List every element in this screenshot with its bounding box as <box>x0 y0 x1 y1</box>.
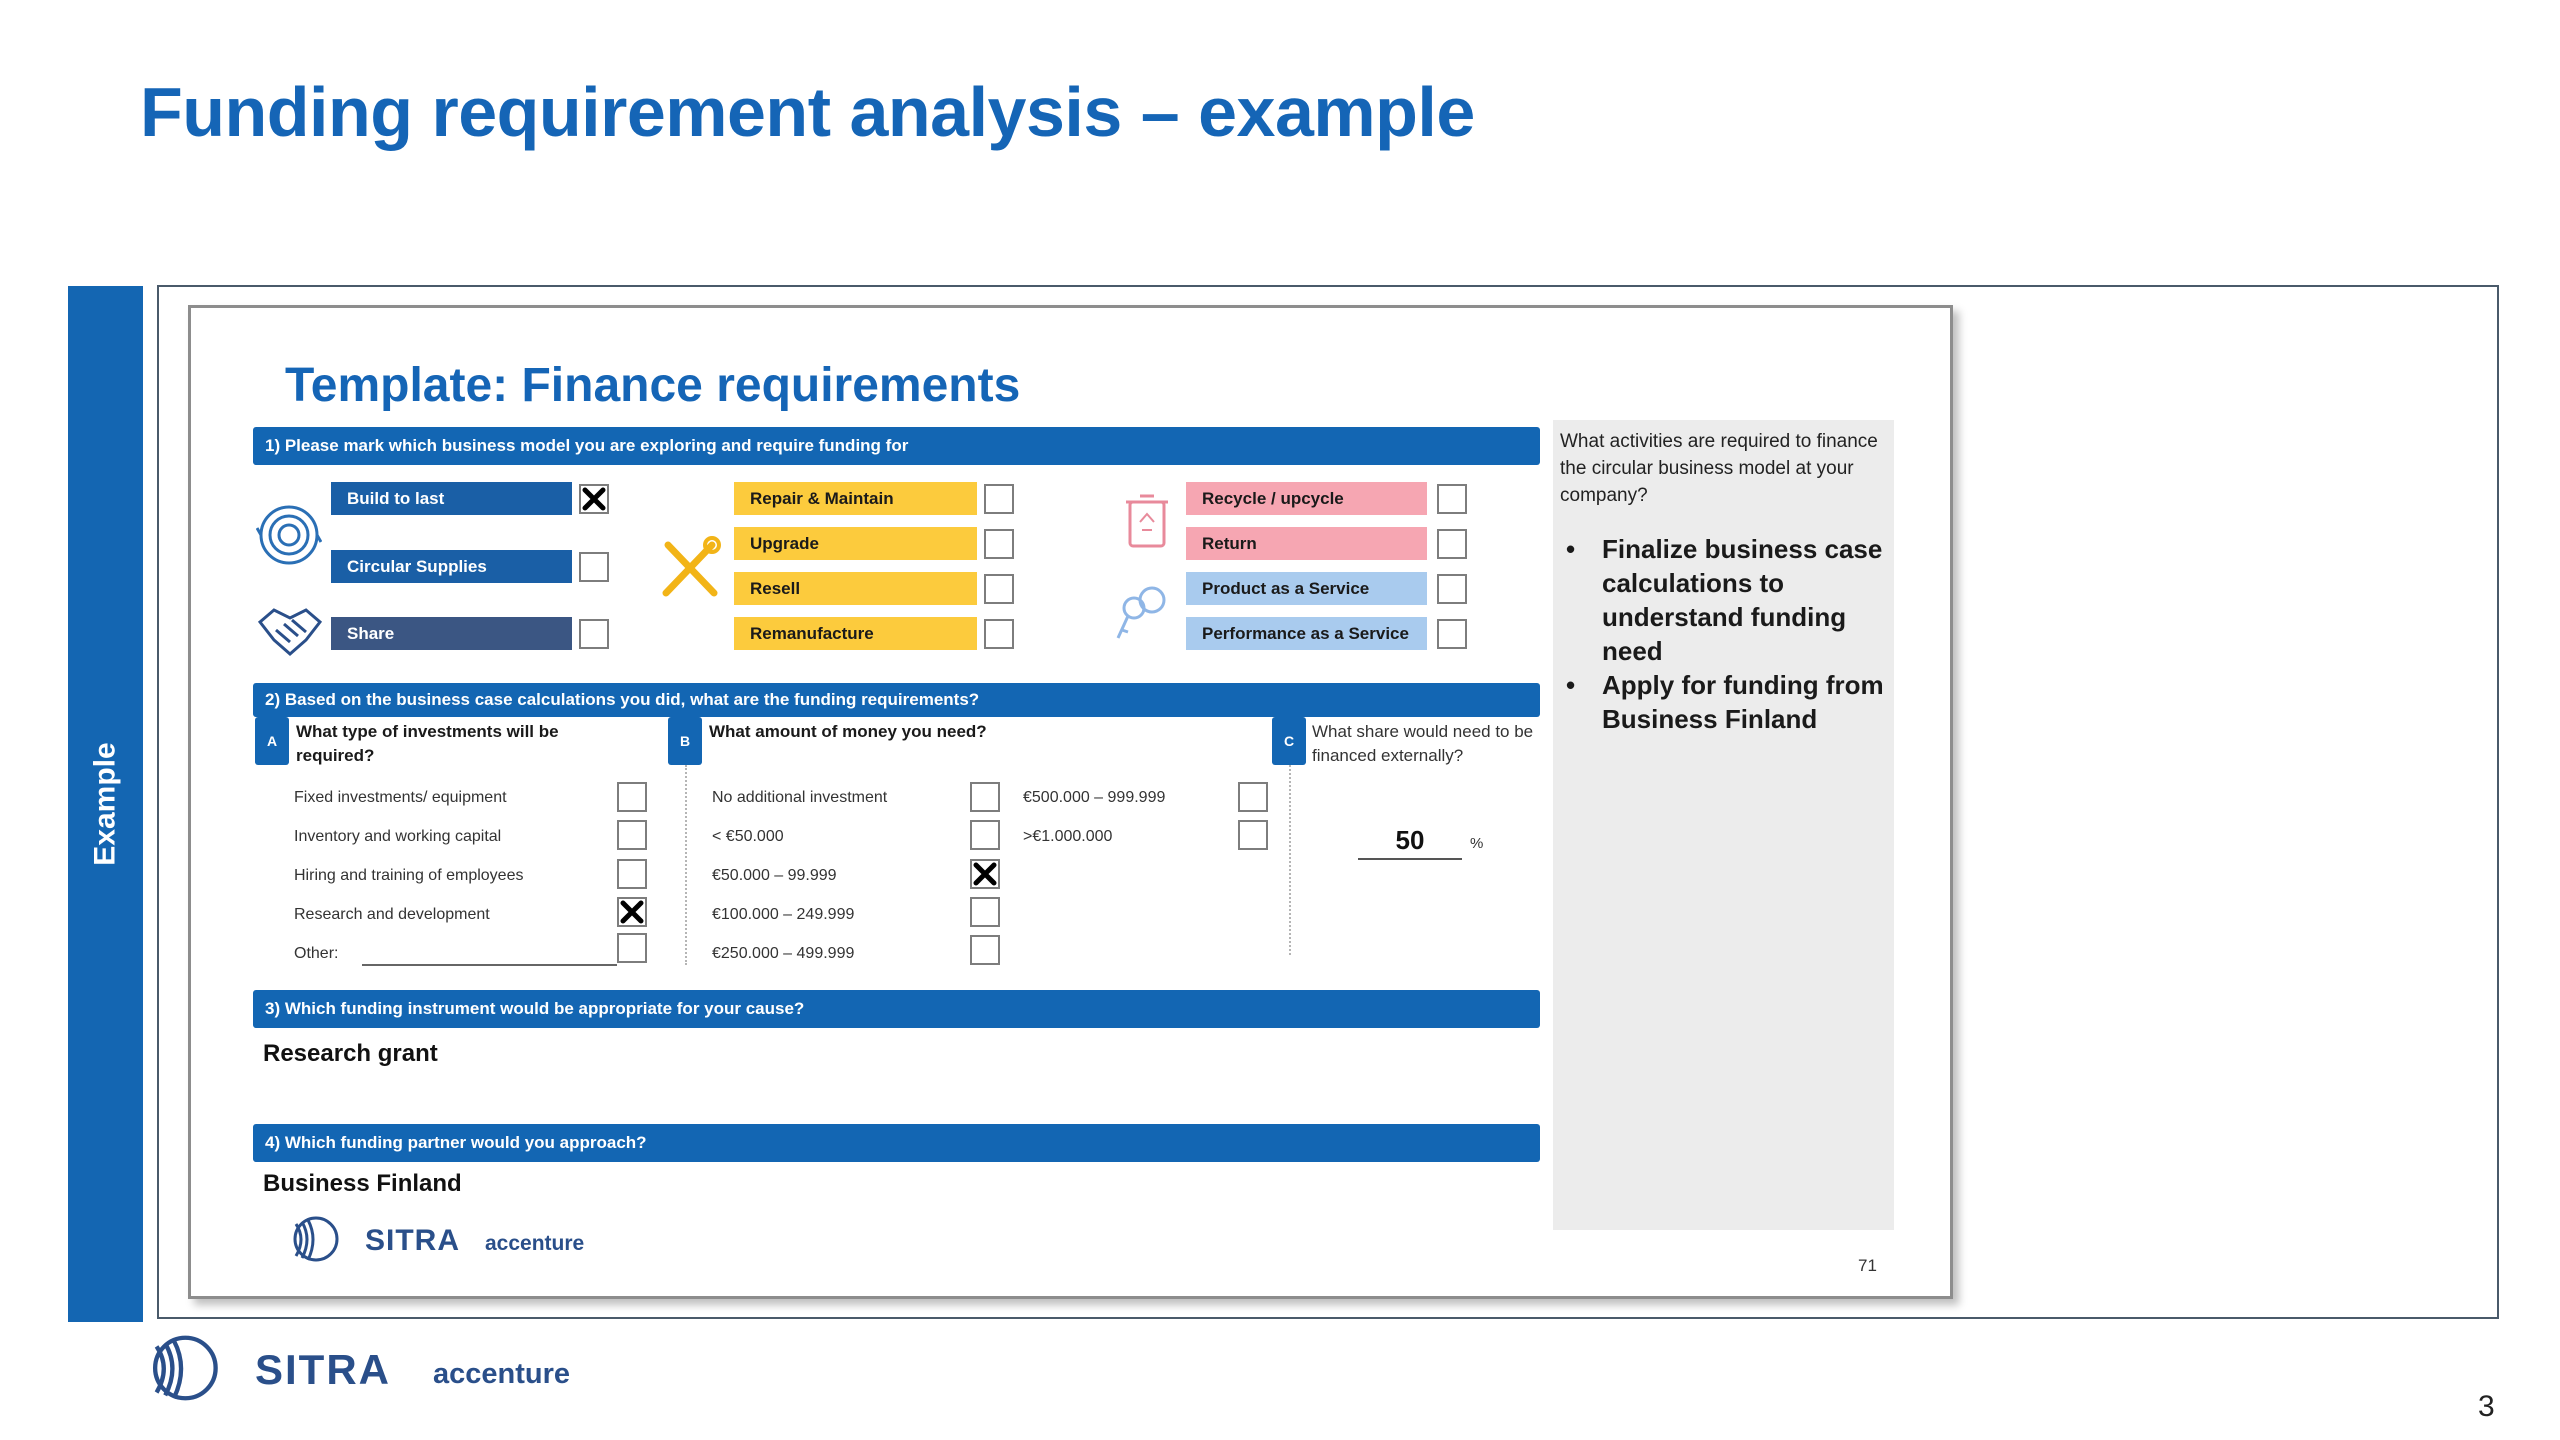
badge-c: C <box>1272 717 1306 765</box>
tag-circular-supplies: Circular Supplies <box>331 550 572 583</box>
template-title: Template: Finance requirements <box>285 359 1021 412</box>
sitra-mark-icon <box>145 1332 220 1404</box>
question-b: What amount of money you need? <box>709 722 987 741</box>
sidebar-bullets <box>1560 532 1890 736</box>
template-page-number: 71 <box>1858 1256 1877 1275</box>
badge-a: A <box>255 717 289 765</box>
other-input-line[interactable] <box>362 964 617 966</box>
recycle-bin-icon <box>1122 490 1172 550</box>
checkbox-no-investment[interactable] <box>970 782 1000 812</box>
checkbox-other[interactable] <box>617 933 647 963</box>
x-mark-icon <box>620 900 644 924</box>
checkbox-fixed-investments[interactable] <box>617 782 647 812</box>
accenture-logo-small: accenture <box>485 1232 585 1255</box>
option-hiring: Hiring and training of employees <box>294 867 524 884</box>
external-share-unit: % <box>1470 835 1484 852</box>
slide-page-number: 3 <box>2478 1390 2495 1423</box>
section4-answer: Business Finland <box>263 1170 462 1197</box>
x-mark-icon <box>582 487 606 511</box>
sidebar-question: What activities are required to finance the circular business model at your company? <box>1560 431 1878 506</box>
tools-icon <box>660 535 722 601</box>
section3-header: 3) Which funding instrument would be appropriate for your cause? <box>253 990 1540 1028</box>
checkbox-research[interactable] <box>617 897 647 927</box>
checkbox-50k-99k[interactable] <box>970 859 1000 889</box>
accenture-logo: accenture <box>433 1358 571 1390</box>
handshake-icon <box>256 600 324 662</box>
tag-performance-as-a-service: Performance as a Service <box>1186 617 1427 650</box>
tag-recycle-upcycle: Recycle / upcycle <box>1186 482 1427 515</box>
option-other: Other: <box>294 945 339 962</box>
checkbox-500k-999k[interactable] <box>1238 782 1268 812</box>
checkbox-over-1m[interactable] <box>1238 820 1268 850</box>
checkbox-share[interactable] <box>579 619 609 649</box>
external-share-value[interactable]: 50 <box>1358 825 1462 860</box>
sitra-logo-small: SITRA <box>365 1224 460 1257</box>
tag-return: Return <box>1186 527 1427 560</box>
checkbox-resell[interactable] <box>984 574 1014 604</box>
option-under-50k: < €50.000 <box>712 828 784 845</box>
tag-remanufacture: Remanufacture <box>734 617 977 650</box>
tag-repair-maintain: Repair & Maintain <box>734 482 977 515</box>
checkbox-build-to-last[interactable] <box>579 484 609 514</box>
side-label-text: Example <box>88 742 122 866</box>
tag-build-to-last: Build to last <box>331 482 572 515</box>
checkbox-return[interactable] <box>1437 529 1467 559</box>
checkbox-performance-as-a-service[interactable] <box>1437 619 1467 649</box>
tag-resell: Resell <box>734 572 977 605</box>
checkbox-upgrade[interactable] <box>984 529 1014 559</box>
tag-share: Share <box>331 617 572 650</box>
tag-upgrade: Upgrade <box>734 527 977 560</box>
checkbox-repair-maintain[interactable] <box>984 484 1014 514</box>
checkbox-250k-499k[interactable] <box>970 935 1000 965</box>
option-no-investment: No additional investment <box>712 789 888 806</box>
badge-b: B <box>668 717 702 765</box>
tag-product-as-a-service: Product as a Service <box>1186 572 1427 605</box>
section4-header: 4) Which funding partner would you approach? <box>253 1124 1540 1162</box>
question-a: What type of investments will be required? <box>296 722 559 765</box>
checkbox-recycle-upcycle[interactable] <box>1437 484 1467 514</box>
divider-b-c <box>1289 765 1291 955</box>
checkbox-product-as-a-service[interactable] <box>1437 574 1467 604</box>
option-research: Research and development <box>294 906 490 923</box>
sitra-mark-icon <box>288 1214 340 1264</box>
checkbox-under-50k[interactable] <box>970 820 1000 850</box>
option-over-1m: >€1.000.000 <box>1023 828 1113 845</box>
option-500k-999k: €500.000 – 999.999 <box>1023 789 1166 806</box>
option-50k-99k: €50.000 – 99.999 <box>712 867 837 884</box>
section3-answer: Research grant <box>263 1040 438 1067</box>
checkbox-circular-supplies[interactable] <box>579 552 609 582</box>
slide-title: Funding requirement analysis – example <box>140 73 1475 151</box>
checkbox-inventory[interactable] <box>617 820 647 850</box>
option-fixed-investments: Fixed investments/ equipment <box>294 789 507 806</box>
option-inventory: Inventory and working capital <box>294 828 502 845</box>
x-mark-icon <box>973 862 997 886</box>
recycle-circle-icon <box>256 502 322 568</box>
question-c: What share would need to be financed externally? <box>1312 722 1534 765</box>
checkbox-hiring[interactable] <box>617 859 647 889</box>
sitra-logo: SITRA <box>255 1346 391 1393</box>
option-100k-249k: €100.000 – 249.999 <box>712 906 855 923</box>
checkbox-100k-249k[interactable] <box>970 897 1000 927</box>
sidebar-bullet: • Finalize business case calculations to understand funding need <box>1560 532 1890 668</box>
side-label <box>68 286 143 1322</box>
divider-a-b <box>685 765 687 965</box>
keys-icon <box>1112 582 1174 644</box>
section1-header: 1) Please mark which business model you are exploring and require funding for <box>253 427 1540 465</box>
sidebar-bullet: • Apply for funding from Business Finland <box>1560 668 1890 736</box>
option-250k-499k: €250.000 – 499.999 <box>712 945 855 962</box>
section2-header: 2) Based on the business case calculations you did, what are the funding requirements? <box>253 683 1540 717</box>
checkbox-remanufacture[interactable] <box>984 619 1014 649</box>
